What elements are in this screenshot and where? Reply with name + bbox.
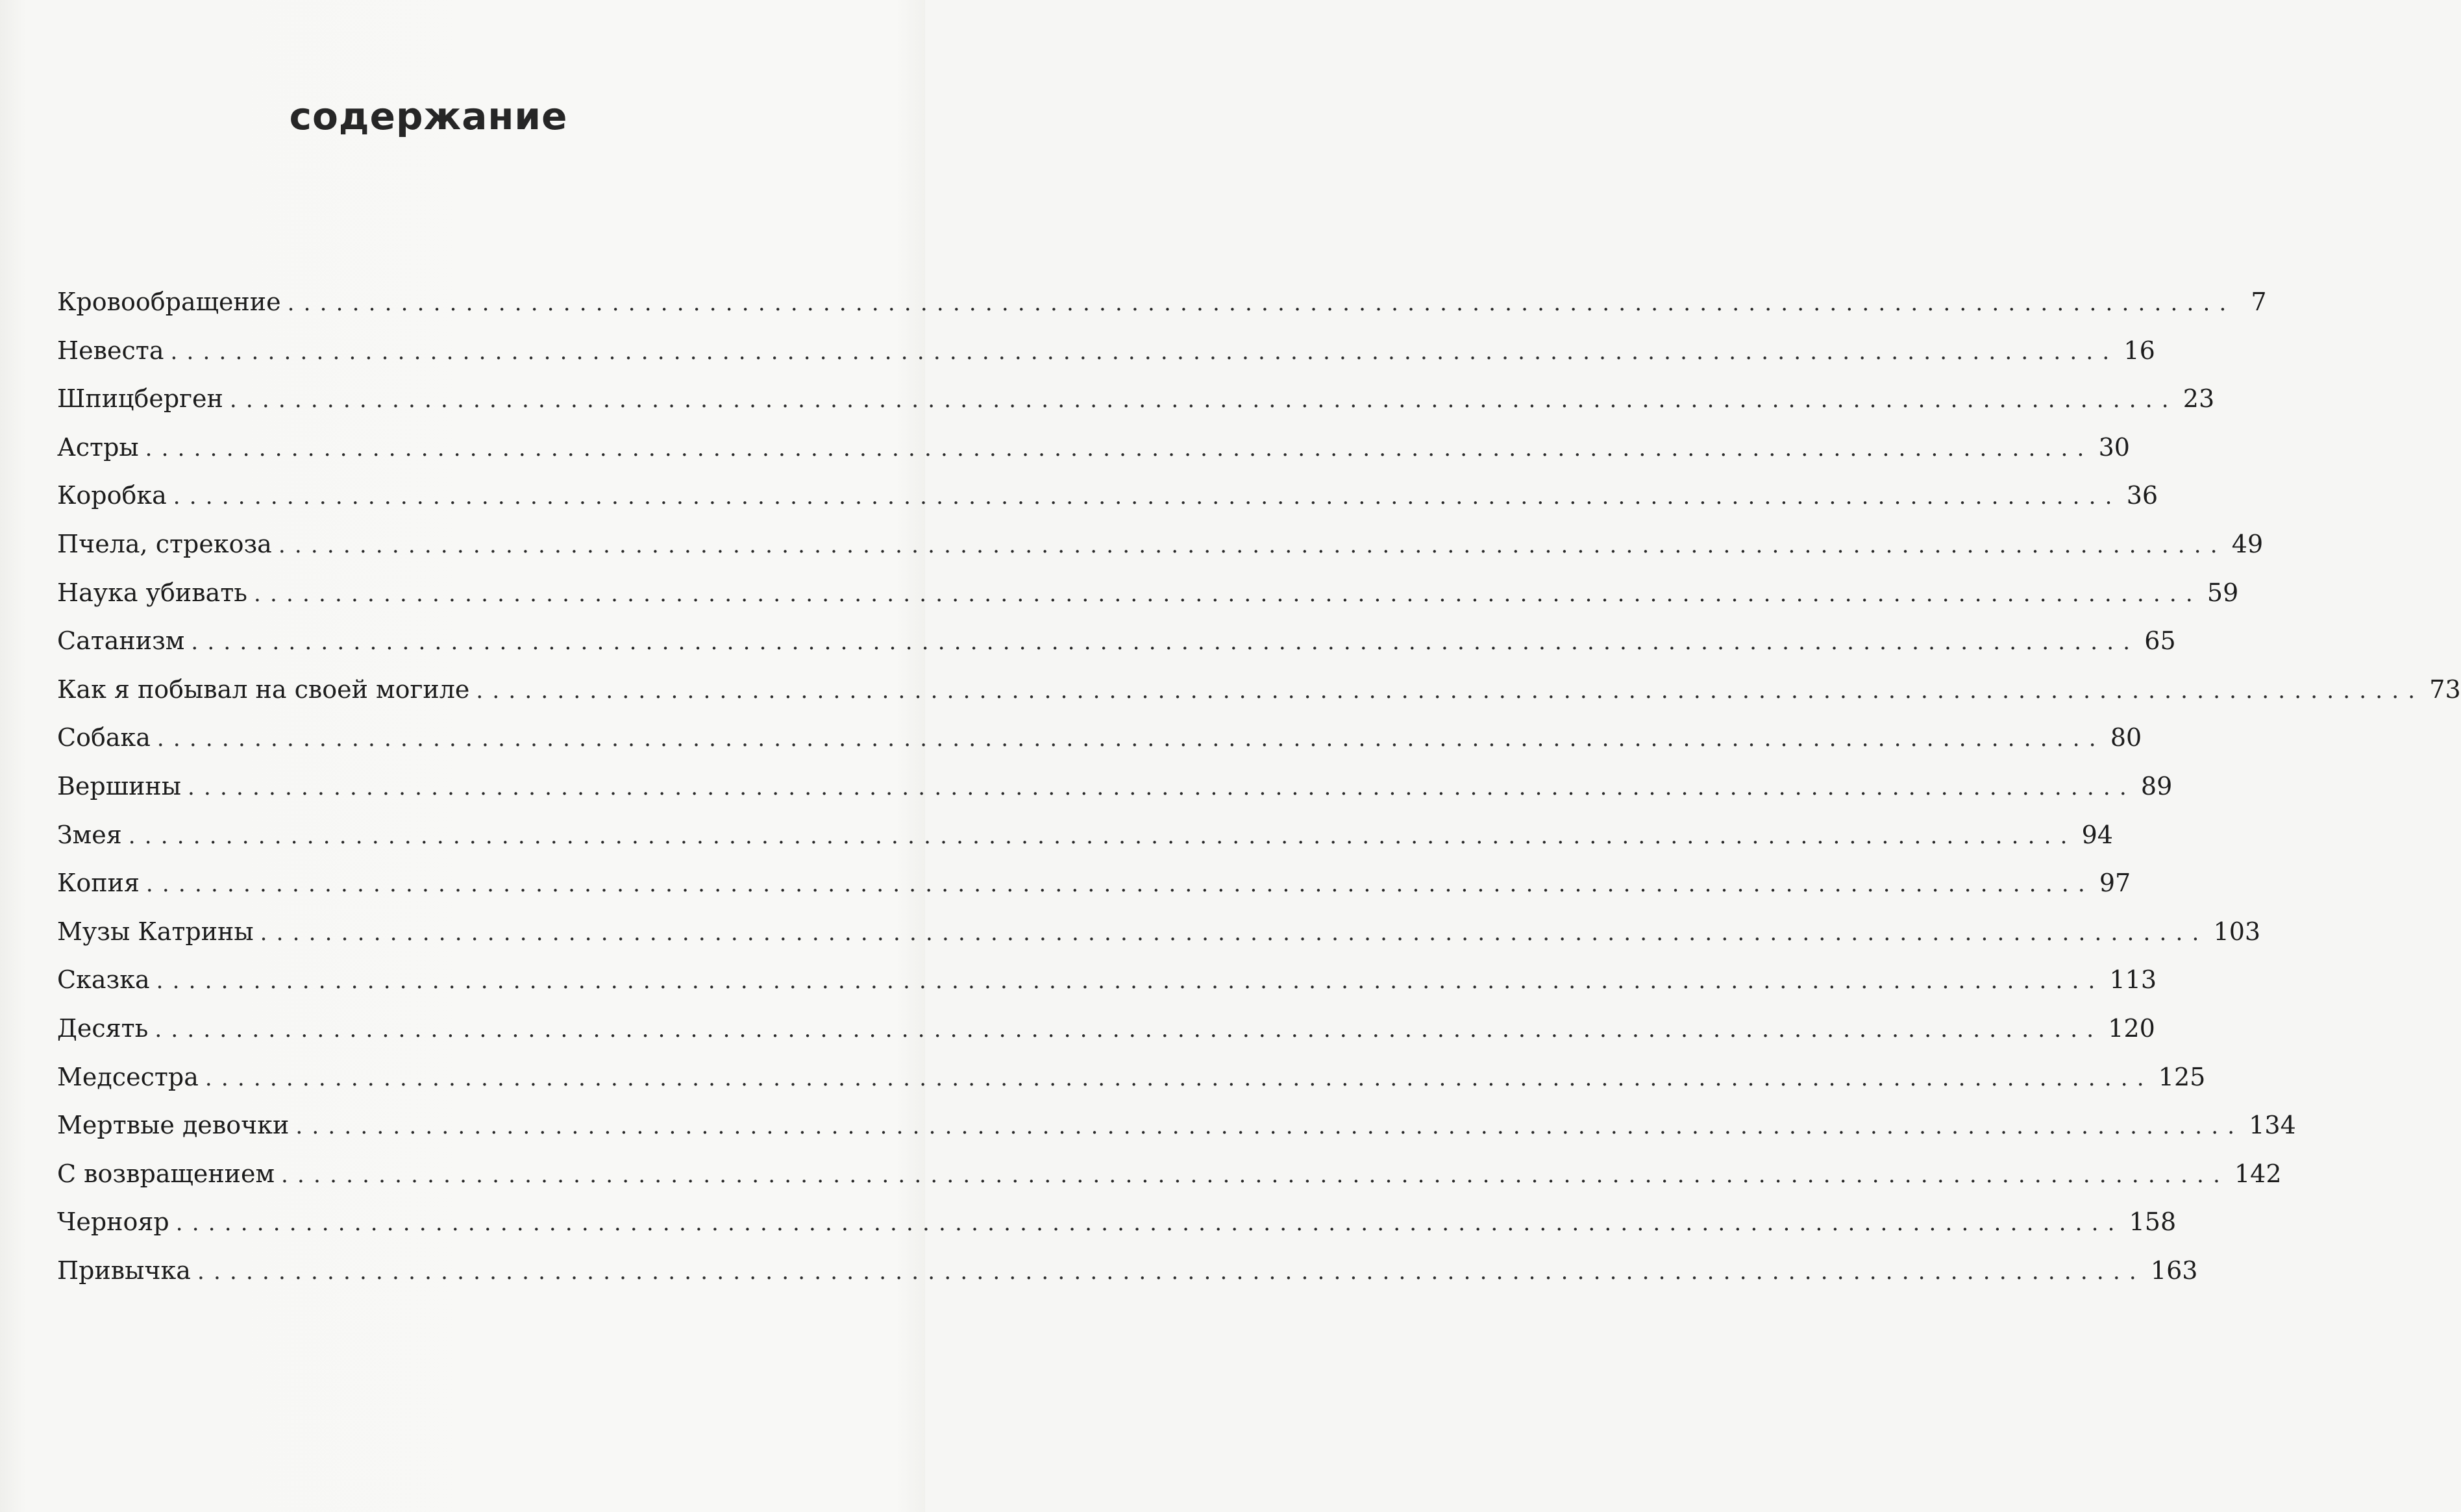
- toc-entry-page: 59: [2207, 578, 2239, 607]
- toc-entry-page: 80: [2110, 723, 2142, 752]
- toc-entry-page: 158: [2129, 1208, 2177, 1237]
- toc-entry-page: 30: [2098, 432, 2130, 462]
- toc-entry-title: Пчела, стрекоза: [57, 529, 272, 558]
- toc-entry: [57, 1150, 2282, 1198]
- table-of-contents: [57, 278, 2461, 1295]
- toc-entry-page: 49: [2231, 529, 2264, 558]
- dot-leader: ........................................................................................................................: [156, 726, 2105, 752]
- toc-entry-page: 89: [2140, 771, 2173, 800]
- toc-entry-title: Копия: [57, 869, 140, 898]
- dot-leader: ........................................................................................................................: [175, 1210, 2124, 1237]
- toc-entry: [57, 713, 2142, 762]
- dot-leader: ........................................................................................................................: [128, 823, 2077, 849]
- toc-entry-title: Шпицберген: [57, 384, 223, 414]
- toc-entry-page: 65: [2144, 626, 2176, 656]
- dot-leader: ........................................................................................................................: [156, 968, 2105, 995]
- toc-entry-title: Змея: [57, 820, 122, 849]
- toc-entry-title: Астры: [57, 432, 139, 462]
- toc-entry: [57, 471, 2158, 520]
- toc-entry-page: 163: [2150, 1256, 2198, 1285]
- toc-entry-title: Вершины: [57, 771, 181, 800]
- toc-entry: [57, 665, 2461, 714]
- toc-entry-title: Собака: [57, 723, 151, 752]
- dot-leader: ........................................................................................................................: [187, 774, 2136, 800]
- toc-entry-title: Кровообращение: [57, 288, 281, 316]
- toc-entry: [57, 278, 2267, 327]
- toc-entry: [57, 617, 2176, 665]
- toc-entry: [57, 762, 2173, 811]
- dot-leader: ........................................................................................................................: [155, 1016, 2103, 1043]
- toc-entry: [57, 908, 2261, 956]
- dot-leader: ........................................................................................................................: [253, 580, 2202, 607]
- toc-entry-title: Сказка: [57, 965, 150, 995]
- toc-entry-title: Медсестра: [57, 1062, 199, 1091]
- dot-leader: ........................................................................................................................: [197, 1258, 2146, 1285]
- toc-entry-page: 94: [2081, 820, 2113, 849]
- toc-entry-page: 142: [2234, 1159, 2282, 1188]
- dot-leader: ........................................................................................................................: [145, 435, 2094, 462]
- toc-entry-page: 134: [2249, 1111, 2296, 1140]
- dot-leader: ........................................................................................................................: [229, 387, 2178, 414]
- toc-entry-page: 120: [2108, 1013, 2155, 1043]
- dot-leader: ........................................................................................................................: [287, 290, 2236, 316]
- toc-entry-title: Чернояр: [57, 1208, 169, 1237]
- page-title: содержание: [289, 94, 568, 138]
- toc-entry: [57, 520, 2264, 569]
- toc-entry: [57, 327, 2155, 375]
- toc-entry-title: Невеста: [57, 336, 164, 365]
- toc-entry: [57, 423, 2130, 472]
- toc-entry-title: Мертвые девочки: [57, 1111, 290, 1140]
- toc-entry: [57, 956, 2157, 1004]
- toc-entry-page: 16: [2123, 336, 2155, 365]
- dot-leader: ........................................................................................................................: [260, 919, 2208, 946]
- dot-leader: ........................................................................................................................: [170, 338, 2119, 365]
- dot-leader: ........................................................................................................................: [191, 629, 2140, 656]
- toc-entry: [57, 859, 2131, 908]
- toc-entry-title: Сатанизм: [57, 626, 185, 656]
- dot-leader: ........................................................................................................................: [281, 1161, 2229, 1188]
- toc-entry-title: Десять: [57, 1013, 149, 1043]
- toc-entry-title: Наука убивать: [57, 578, 247, 607]
- toc-entry-page: 113: [2109, 965, 2157, 995]
- toc-entry-page: 7: [2251, 288, 2267, 316]
- dot-leader: ........................................................................................................................: [204, 1065, 2153, 1091]
- toc-entry-page: 73: [2429, 675, 2461, 704]
- dot-leader: ........................................................................................................................: [145, 871, 2094, 898]
- toc-entry: [57, 1101, 2296, 1150]
- dot-leader: ........................................................................................................................: [173, 484, 2121, 510]
- toc-entry: [57, 1198, 2177, 1246]
- toc-entry-title: Привычка: [57, 1256, 191, 1285]
- toc-entry-page: 103: [2213, 917, 2261, 946]
- toc-entry-title: С возвращением: [57, 1159, 275, 1188]
- toc-entry: [57, 1004, 2155, 1053]
- toc-entry-title: Музы Катрины: [57, 917, 254, 946]
- toc-entry: [57, 1246, 2198, 1295]
- toc-entry-page: 125: [2158, 1062, 2206, 1091]
- toc-entry-page: 36: [2126, 481, 2158, 510]
- toc-entry: [57, 1053, 2206, 1102]
- toc-entry-title: Как я побывал на своей могиле: [57, 675, 470, 704]
- dot-leader: ........................................................................................................................: [476, 677, 2425, 704]
- toc-entry-page: 97: [2099, 869, 2131, 898]
- toc-entry: [57, 569, 2239, 617]
- toc-entry-title: Коробка: [57, 481, 167, 510]
- toc-entry: [57, 375, 2215, 423]
- dot-leader: ........................................................................................................................: [278, 532, 2227, 558]
- dot-leader: ........................................................................................................................: [295, 1113, 2244, 1140]
- toc-entry: [57, 811, 2113, 860]
- toc-entry-page: 23: [2183, 384, 2215, 414]
